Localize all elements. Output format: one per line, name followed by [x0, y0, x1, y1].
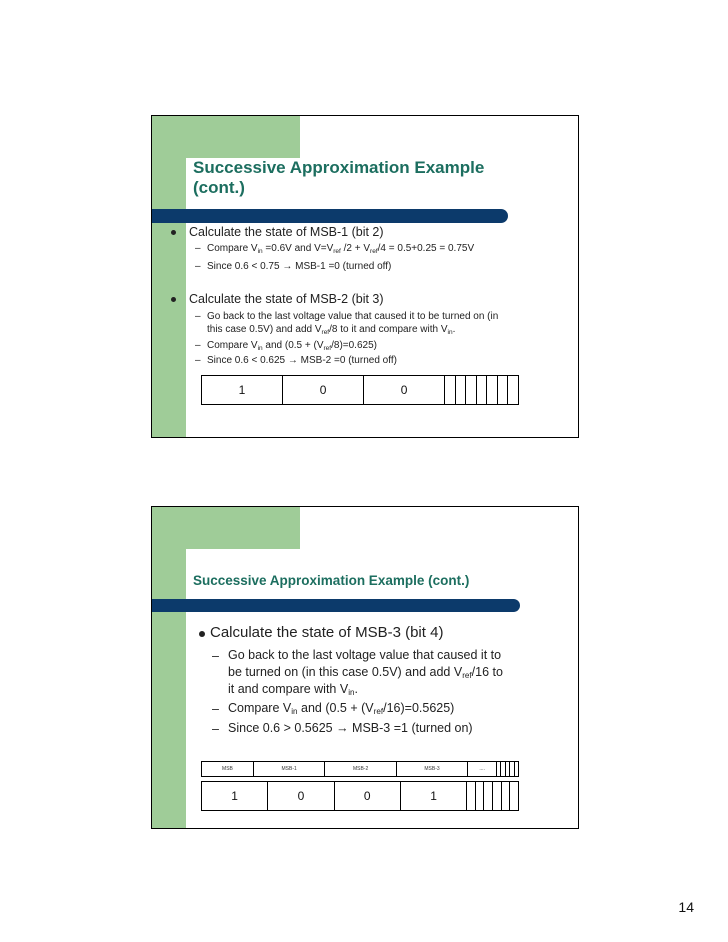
slide-2: Successive Approximation Example (cont.) Calculate the state of MSB-3 (bit 4) – Go back to the last voltage value that caused it to be turned on (in this case 0.5V) and add $V_{ref}/16$ to it and compare with $V_{in}$. – Compare $V_{in}$ and $(0.5 + (V_{ref}/16)=0.5625)$ – Since 0.6 > 0.5625 → MSB-3 =1 (turned on) MSB MSB-1 MSB-2 MSB-3 .... 1 0 0 1	[151, 506, 579, 829]
sub-bullet: Since 0.6 > 0.5625 → MSB-3 =1 (turned on)	[228, 721, 473, 735]
register-cell: 1	[202, 782, 268, 811]
bullet-dot	[199, 631, 205, 637]
bit-label: MSB-3	[396, 762, 467, 777]
green-decoration	[152, 116, 186, 437]
register-cell	[455, 376, 466, 405]
register-cell	[476, 376, 487, 405]
green-decoration	[152, 507, 186, 828]
title-underline-bar	[152, 209, 508, 223]
register-cell	[501, 782, 510, 811]
register-cell	[493, 782, 502, 811]
register-cell	[467, 782, 476, 811]
register-cell	[508, 376, 519, 405]
bullet-2: Calculate the state of MSB-2 (bit 3)	[189, 292, 384, 306]
register-cell	[445, 376, 456, 405]
register-cell: 0	[283, 376, 364, 405]
register-cell	[466, 376, 477, 405]
bit-label: ....	[468, 762, 497, 777]
title-underline-bar	[152, 599, 520, 612]
bullet-1: Calculate the state of MSB-1 (bit 2)	[189, 225, 384, 239]
slide-title: Successive Approximation Example (cont.)	[193, 573, 470, 588]
sub-bullet: Since 0.6 < 0.75 → MSB-1 =0 (turned off)	[207, 261, 392, 272]
page-number: 14	[678, 899, 694, 915]
sub-bullet: Compare $V_{in}$ and $(0.5 + (V_{ref}/16)=0.5625)$	[228, 701, 455, 716]
register-cell: 0	[364, 376, 445, 405]
register-cell	[487, 376, 498, 405]
bit-label-row	[201, 761, 519, 777]
register-cell	[497, 376, 508, 405]
bullet-1: Calculate the state of MSB-3 (bit 4)	[210, 624, 444, 641]
sub-bullet: Since 0.6 < 0.625 → MSB-2 =0 (turned off)	[207, 355, 397, 366]
bit-label: MSB-2	[325, 762, 396, 777]
bit-label: MSB-1	[253, 762, 324, 777]
bit-register	[201, 375, 519, 405]
bullet-dot	[171, 230, 176, 235]
register-cell	[475, 782, 484, 811]
bit-label: MSB	[202, 762, 254, 777]
register-cell	[484, 782, 493, 811]
sub-bullet: Go back to the last voltage value that caused it to be turned on (in this case 0.5V) and add $V_{ref}/16$ to it and compare with $V_{in}$.	[228, 648, 503, 697]
slide-1: Successive Approximation Example (cont.) Calculate the state of MSB-1 (bit 2) – Compare $V_{in} =0.6V$ and $V=V_{ref}$ $/2 + V_{ref}/4 = 0.5+0.25 = 0.75V$ – Since 0.6 < 0.75 → MSB-1 =0 (turned off) Calculate the state of MSB-2 (bit 3) – Go back to the last voltage value that caused it to be turned on (in this case 0.5V) and add $V_{ref}/8$ to it and compare with $V_{in}$. – Compare $V_{in}$ and $(0.5 + (V_{ref}/8)=0.625)$ – Since 0.6 < 0.625 → MSB-2 =0 (turned off) 1 0 0	[151, 115, 579, 438]
sub-bullet: Compare $V_{in} =0.6V$ and $V=V_{ref}$ $/2 + V_{ref}/4 = 0.5+0.25 = 0.75V$	[207, 243, 475, 255]
bit-label	[514, 762, 519, 777]
register-cell: 0	[268, 782, 334, 811]
register-cell	[510, 782, 519, 811]
sub-bullet: Go back to the last voltage value that caused it to be turned on (in this case 0.5V) and add $V_{ref}/8$ to it and compare with $V_{in}$.	[207, 311, 499, 336]
bit-register	[201, 781, 519, 811]
register-cell: 0	[334, 782, 400, 811]
bullet-dot	[171, 297, 176, 302]
sub-bullet: Compare $V_{in}$ and $(0.5 + (V_{ref}/8)=0.625)$	[207, 340, 377, 352]
register-cell: 1	[400, 782, 466, 811]
register-cell: 1	[202, 376, 283, 405]
slide-title: Successive Approximation Example (cont.)	[193, 158, 485, 197]
